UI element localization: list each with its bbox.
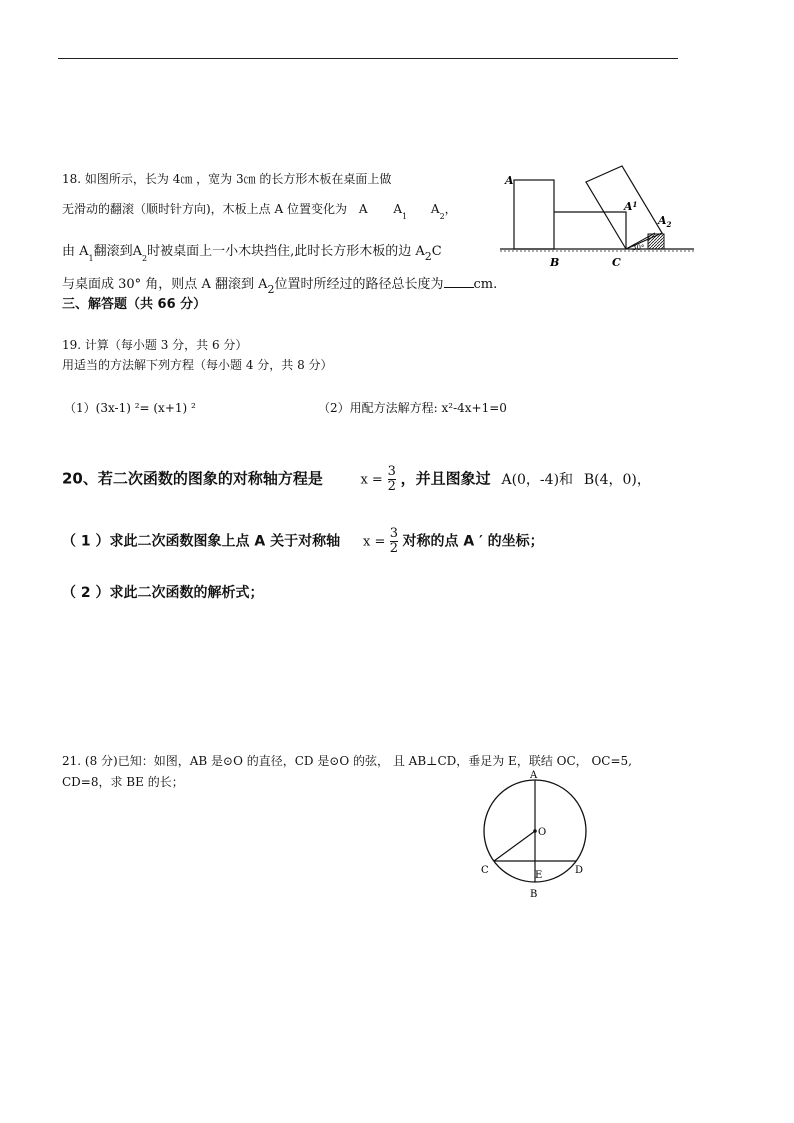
- q18-line1: 18. 如图所示，长为 4㎝ ，宽为 3㎝ 的长方形木板在桌面上做: [62, 172, 392, 186]
- q20-part1: （ 1 ）求此二次函数图象上点 A 关于对称轴 x = $\frac{3}{2}$ 对称的点 A ′ 的坐标；: [62, 526, 544, 556]
- label-A: A: [530, 770, 538, 781]
- center-point: [533, 829, 537, 833]
- label-O: O: [538, 827, 547, 838]
- q20-part1-fraction: $\frac{3}{2}$: [389, 526, 399, 556]
- rolling-board-figure: [498, 160, 698, 270]
- section-title: 三、解答题（共 66 分）: [62, 297, 207, 312]
- q21-line2: CD=8，求 BE 的长；: [62, 775, 184, 789]
- q20-part2: （ 2 ）求此二次函数的解析式；: [62, 585, 264, 601]
- radius-oc: [494, 831, 535, 861]
- label-B: B: [530, 889, 538, 900]
- label-A: A: [505, 174, 514, 187]
- label-A2: $A_2$: [658, 214, 672, 229]
- board-position-1: [514, 180, 554, 249]
- label-E: E: [535, 870, 543, 881]
- label-C: C: [481, 865, 489, 876]
- label-angle: 30°: [632, 244, 645, 252]
- q20-fraction: $\frac{3}{2}$: [387, 464, 396, 494]
- wood-block: [648, 234, 664, 249]
- label-A1: $A^1$: [624, 200, 638, 213]
- q18-line2: 无滑动的翻滚（顺时针方向)，木板上点 A 位置变化为 A $A_1$ $A_2$，: [62, 202, 457, 221]
- q21-line1: 21. (8 分)已知：如图，AB 是⊙O 的直径，CD 是⊙O 的弦， 且 AB⊥CD，垂足为 E，联结 OC， OC=5,: [62, 754, 632, 768]
- label-B: B: [550, 256, 560, 269]
- q18-line3: 由 $A_1$翻滚到$A_2$时被桌面上一小木块挡住,此时长方形木板的边 $A_2C$: [62, 244, 442, 263]
- q18-line4: 与桌面成 30° 角，则点 A 翻滚到 $A_2$位置时所经过的路径总长度为 cm.: [62, 277, 498, 296]
- header-rule: [58, 58, 678, 59]
- q20-line1: 20、若二次函数的图象的对称轴方程是 x = $\frac{3}{2}$ ，并且图象过 A(0，-4)和 B(4，0)，: [62, 464, 651, 494]
- q19-title: 19. 计算（每小题 3 分，共 6 分）: [62, 338, 248, 352]
- label-C: C: [612, 256, 621, 269]
- q19-subtitle: 用适当的方法解下列方程（每小题 4 分，共 8 分）: [62, 358, 333, 372]
- label-D: D: [575, 865, 584, 876]
- circle-figure: [474, 766, 594, 906]
- q19-part1: （1）(3x-1) ²= (x+1) ²: [64, 401, 196, 415]
- q19-part2: （2）用配方法解方程: x²-4x+1=0: [318, 401, 507, 415]
